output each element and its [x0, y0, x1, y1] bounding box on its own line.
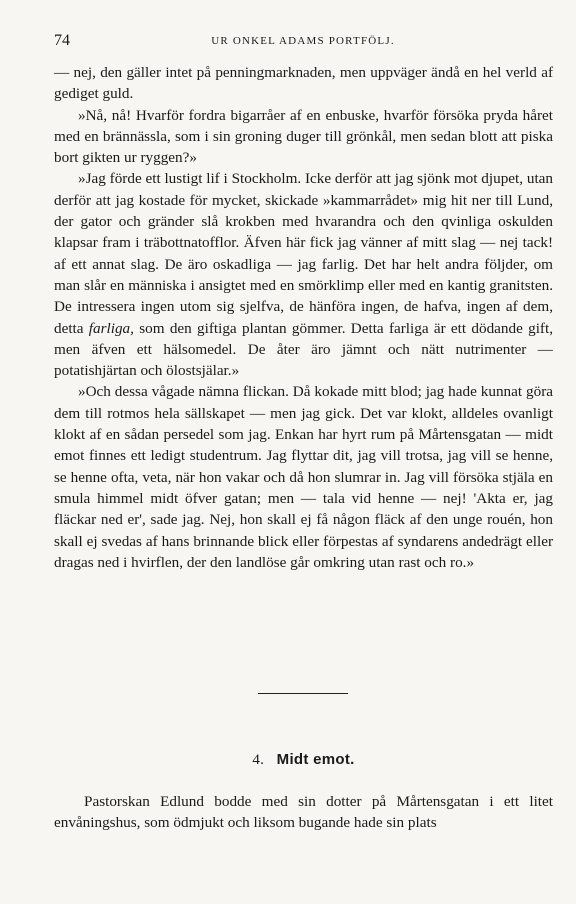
- running-header: [54, 32, 552, 50]
- paragraph-2: »Nå, nå! Hvarför fordra bigarråer af en enbuske, hvarför försöka pryda håret med en brännässla, som i sin groning duger till grönkål, men sedan blott att piska bort gikten ur ryggen?»: [54, 106, 553, 167]
- italic-word: farliga,: [88, 319, 134, 337]
- section-number: 4.: [252, 752, 265, 768]
- paragraph-3-text: »Jag förde ett lustigt lif i Stockholm. Icke derför att jag sjönk mot djupet, utan derför att jag kostade för mycket, skickade »kammarrådet» mig hit ner till Lund, der gator och gränder slå krokben med hvarandra och den qvinliga oskulden klapsar fram i träbottnatofflor. Äfven här fick jag vänner af mitt slag — nej tack! af ett annat slag. De äro oskadliga — jag farlig. Det har helt andra följder, om man slår en människa i ansigtet med en smörklimp eller med en kantig granitsten. De intressera ingen utom sig sjelfva, de hänföra ingen, de hafva, ingen af dem, detta: [54, 170, 553, 337]
- running-title: UR ONKEL ADAMS PORTFÖLJ.: [211, 35, 395, 47]
- section-title: Midt emot.: [276, 751, 355, 768]
- chapter-body: [54, 62, 553, 573]
- section-divider: [258, 693, 348, 694]
- section-body: [54, 791, 553, 834]
- page-number: 74: [54, 32, 70, 49]
- paragraph-4: »Och dessa vågade nämna flickan. Då kokade mitt blod; jag hade kunnat göra dem till rotmos hela sällskapet — men jag gick. Det var klokt, alldeles ovanligt klokt af en sådan persedel som jag. Enkan har hyrt rum på Mårtensgatan — midt emot finnes ett ledigt studentrum. Jag flyttar dit, jag vill trotsa, jag vill se henne, se henne ofta, veta, när hon vakar och då hon slumrar in. Jag vill försöka stjäla en smula himmel midt öfver gatan; men — tala vid henne — nej! 'Akta er, jag fläckar ned er', sade jag. Nej, hon skall ej få någon fläck af den unge rouén, hon skall ej svedas af hans brinnande blick eller förpestas af syndarens andedrägt eller dragas ned i hvirflen, der den landlöse går omkring utan rast och ro.»: [54, 383, 553, 571]
- paragraph-3: [54, 168, 553, 381]
- paragraph-3-tail: som den giftiga plantan gömmer. Detta farliga är ett dödande gift, men äfven ett hälsomedel. De åter äro jämnt och nätt nutrimenter — potatishjärtan och ölostsjälar.»: [54, 319, 554, 380]
- section-paragraph: Pastorskan Edlund bodde med sin dotter på Mårtensgatan i ett litet envåningshus, som ödmjukt och liksom bugande hade sin plats: [54, 793, 553, 832]
- paragraph-1: — nej, den gäller intet på penningmarknaden, men uppväger ändå en hel verld af gediget guld.: [54, 64, 553, 103]
- section-heading: [54, 751, 553, 769]
